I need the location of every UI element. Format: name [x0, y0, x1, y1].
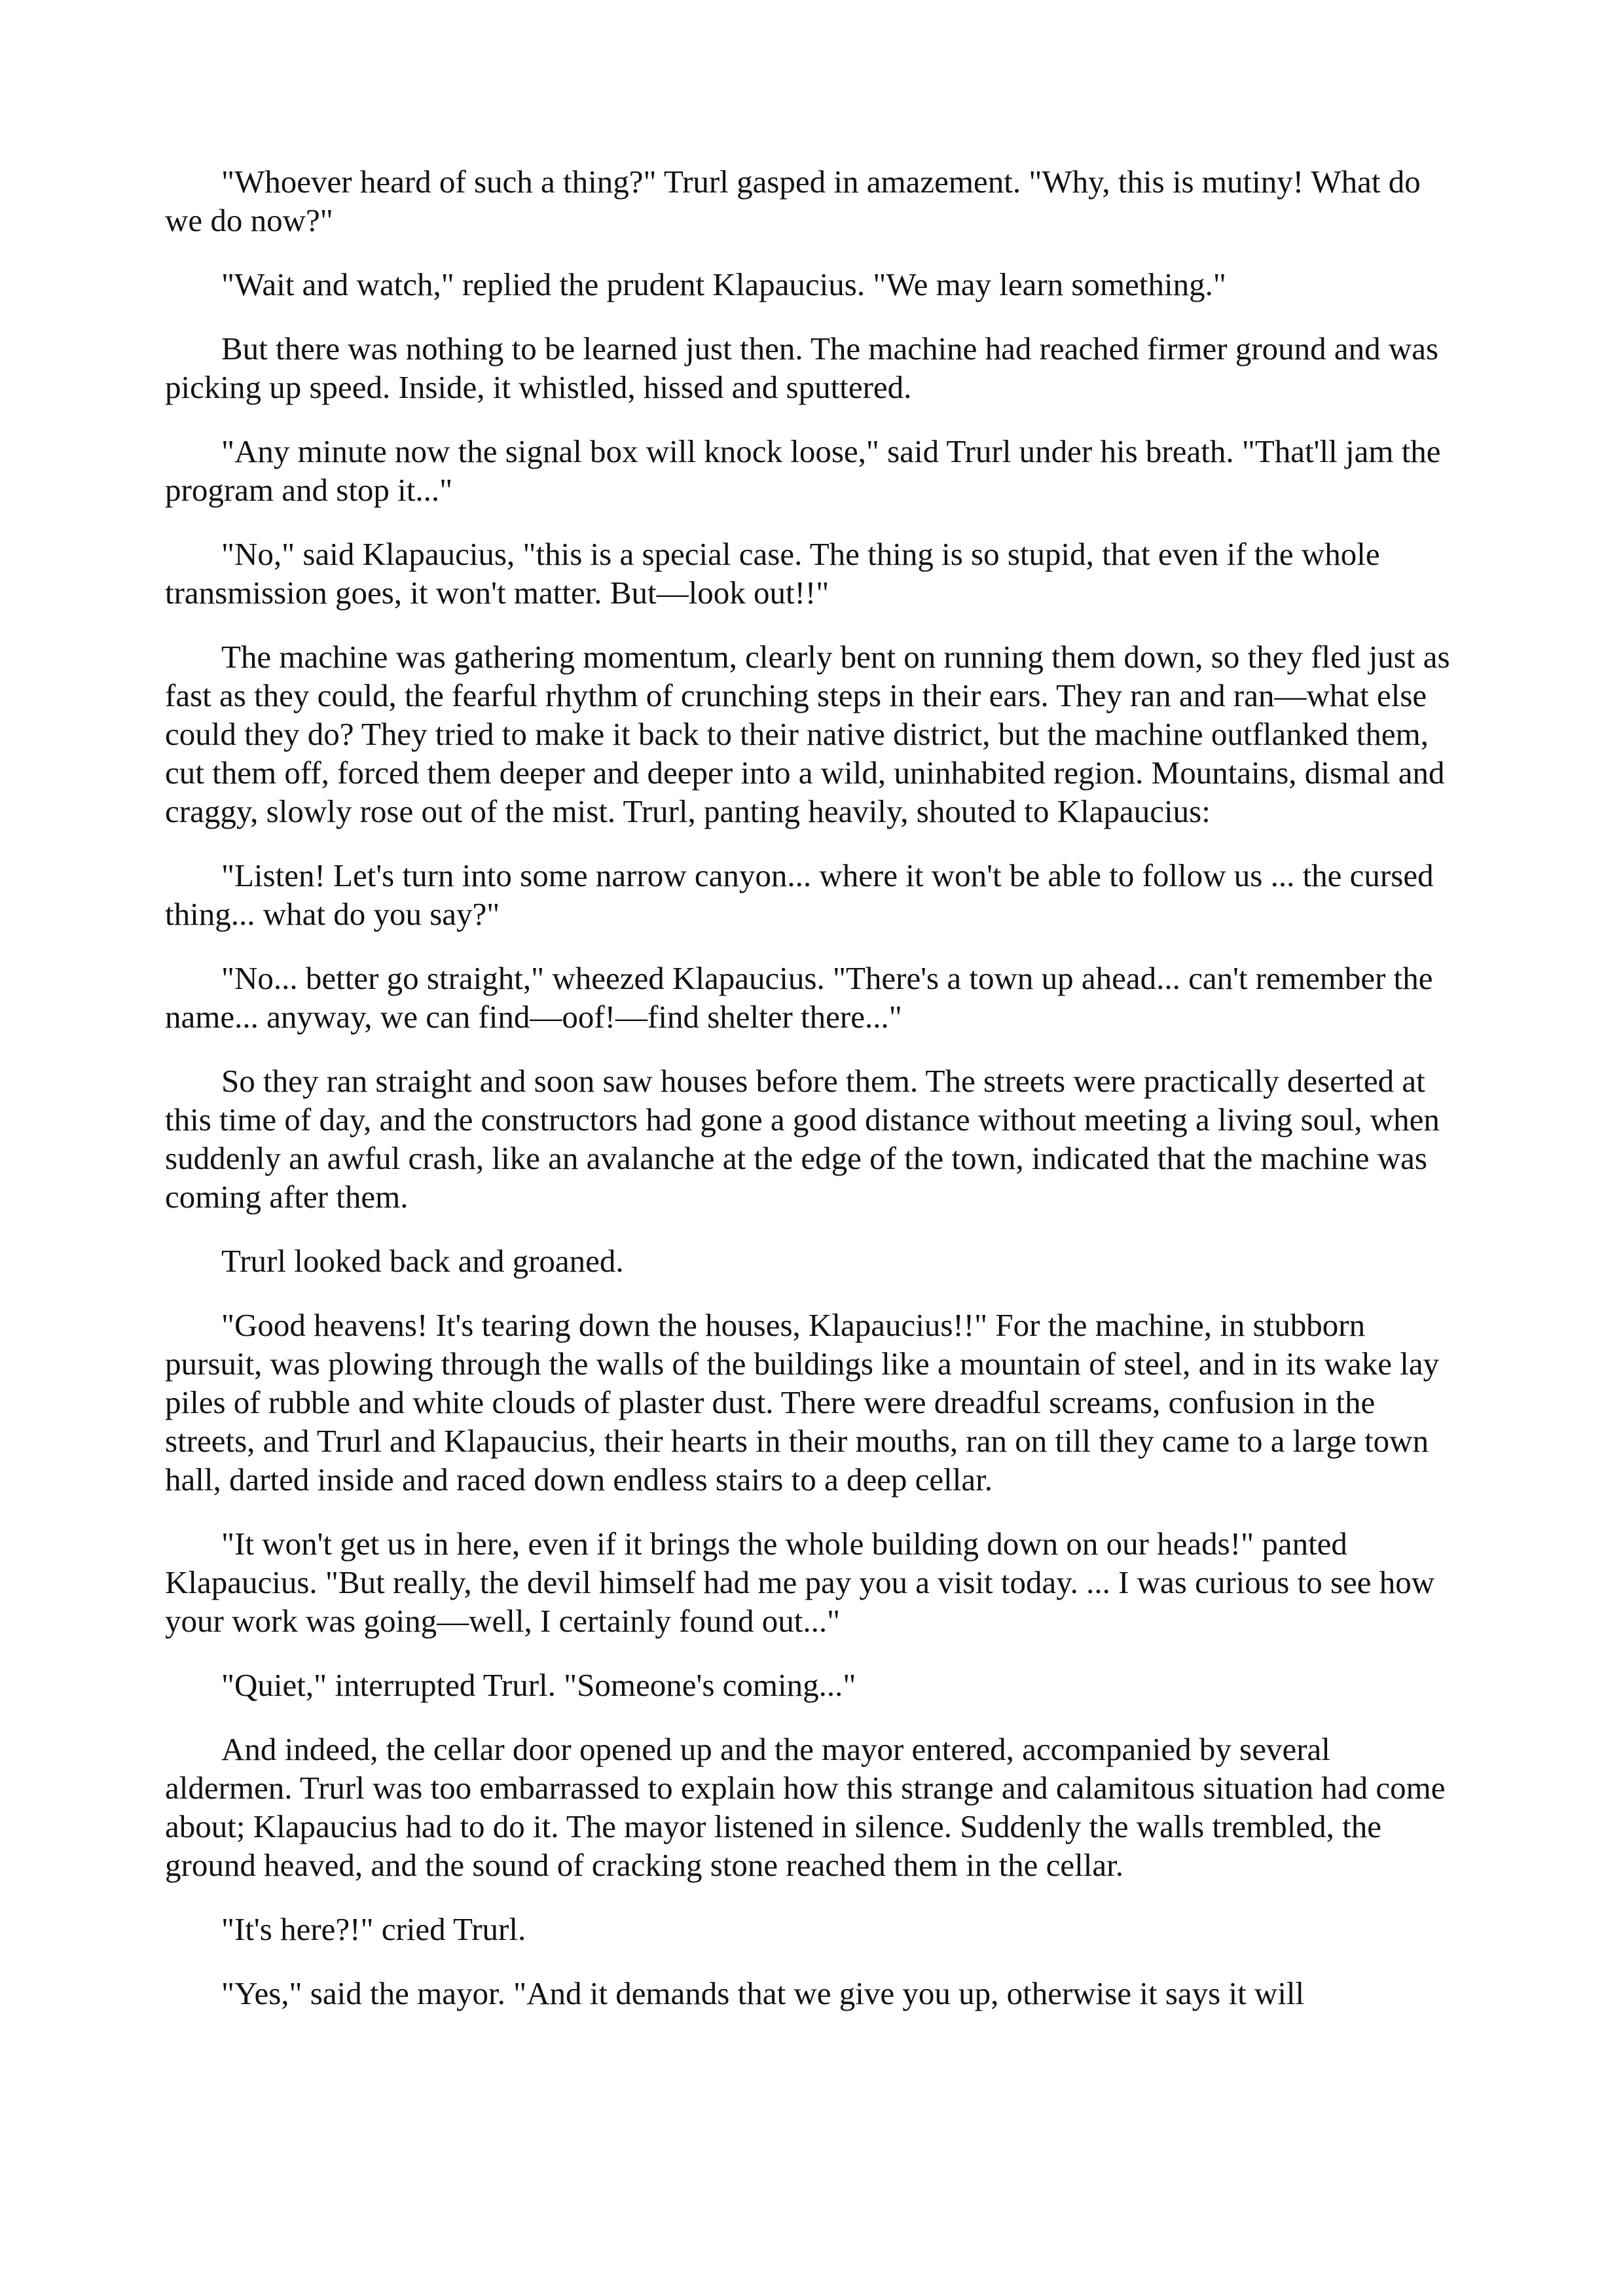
- paragraph-10: Trurl looked back and groaned.: [221, 1243, 624, 1279]
- paragraph-9: So they ran straight and soon saw houses before them. The streets were practically deserted at this time of day, and the constructors had gone a good distance without meeting a living soul, when suddenly an awful crash, like an avalanche at the edge of the town, indicated that the machine was coming after them.: [165, 1063, 1440, 1215]
- paragraph-5: "No," said Klapaucius, "this is a special case. The thing is so stupid, that even if the whole transmission goes, it won't matter. But—look out!!": [165, 536, 1380, 611]
- paragraph-11: "Good heavens! It's tearing down the houses, Klapaucius!!" For the machine, in stubborn pursuit, was plowing through the walls of the buildings like a mountain of steel, and in its wake lay piles of rubble and white clouds of plaster dust. There were dreadful screams, confusion in the streets, and Trurl and Klapaucius, their hearts in their mouths, ran on till they came to a large town hall, darted inside and raced down endless stairs to a deep cellar.: [165, 1307, 1440, 1498]
- paragraph-6: The machine was gathering momentum, clearly bent on running them down, so they fled just as fast as they could, the fearful rhythm of crunching steps in their ears. They ran and ran—what else could they do? They tried to make it back to their native district, but the machine outflanked them, cut them off, forced them deeper and deeper into a wild, uninhabited region. Mountains, dismal and craggy, slowly rose out of the mist. Trurl, panting heavily, shouted to Klapaucius:: [165, 639, 1450, 829]
- paragraph-1: "Whoever heard of such a thing?" Trurl gasped in amazement. "Why, this is mutiny! What do we do now?": [165, 164, 1421, 238]
- paragraph-8: "No... better go straight," wheezed Klapaucius. "There's a town up ahead... can't remember the name... anyway, we can find—oof!—find shelter there...": [165, 960, 1433, 1035]
- paragraph-2: "Wait and watch," replied the prudent Klapaucius. "We may learn something.": [221, 266, 1226, 302]
- paragraph-16: "Yes," said the mayor. "And it demands that we give you up, otherwise it says it will: [221, 1975, 1305, 2011]
- paragraph-3: But there was nothing to be learned just then. The machine had reached firmer ground and was picking up speed. Inside, it whistled, hissed and sputtered.: [165, 331, 1439, 405]
- paragraph-4: "Any minute now the signal box will knock loose," said Trurl under his breath. "That'll jam the program and stop it...": [165, 433, 1441, 508]
- body-text: [165, 162, 1465, 2038]
- paragraph-7: "Listen! Let's turn into some narrow canyon... where it won't be able to follow us ... the cursed thing... what do you say?": [165, 857, 1434, 932]
- paragraph-15: "It's here?!" cried Trurl.: [221, 1911, 526, 1947]
- paragraph-12: "It won't get us in here, even if it brings the whole building down on our heads!" panted Klapaucius. "But really, the devil himself had me pay you a visit today. ... I was curious to see how your work was going—well, I certainly found out...": [165, 1526, 1435, 1639]
- paragraph-14: And indeed, the cellar door opened up and the mayor entered, accompanied by several aldermen. Trurl was too embarrassed to explain how this strange and calamitous situation had come about; Klapaucius had to do it. The mayor listened in silence. Suddenly the walls trembled, the ground heaved, and the sound of cracking stone reached them in the cellar.: [165, 1731, 1446, 1883]
- paragraph-13: "Quiet," interrupted Trurl. "Someone's coming...": [221, 1667, 856, 1703]
